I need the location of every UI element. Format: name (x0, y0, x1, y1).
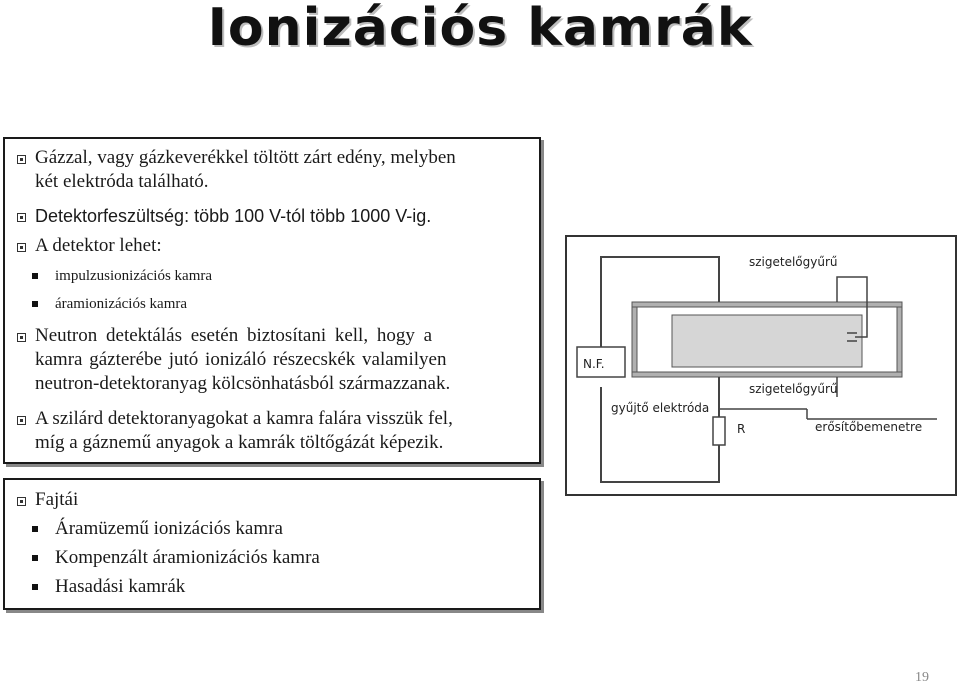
page-title: Ionizációs kamrák (207, 0, 753, 58)
bullet-icon (17, 213, 26, 222)
label-nf: N.F. (583, 357, 605, 371)
bullet-icon (17, 155, 26, 164)
chamber-schematic (567, 237, 955, 494)
sub-bullet-icon (32, 555, 38, 561)
chamber-diagram (565, 235, 957, 496)
bullet-icon (17, 243, 26, 252)
bullet-icon (17, 416, 26, 425)
item-neutron-line1: Neutron detektálás esetén biztosítani kell, hogy a (35, 325, 433, 346)
label-resistor: R (737, 422, 746, 436)
sub-bullet-icon (32, 301, 38, 307)
item-detector-types: A detektor lehet: (35, 235, 162, 256)
sub-bullet-icon (32, 526, 38, 532)
type-fission: Hasadási kamrák (55, 576, 186, 597)
item-neutron-line3: neutron-detektoranyag kölcsönhatásból származzanak. (35, 373, 451, 394)
item-gas-line1: Gázzal, vagy gázkeverékkel töltött zárt edény, melyben (35, 147, 456, 168)
sub-bullet-icon (32, 584, 38, 590)
item-neutron-line2: kamra gázterébe jutó ionizáló részecskék valamilyen (35, 349, 447, 370)
item-solid-line2: míg a gáznemű anyagok a kamrák töltőgázát képezik. (35, 432, 444, 453)
item-gas-line2: két elektróda található. (35, 171, 209, 192)
label-insulating-ring-top: szigetelőgyűrű (749, 255, 838, 269)
type-compensated: Kompenzált áramionizációs kamra (55, 547, 320, 568)
bullet-icon (17, 333, 26, 342)
type-current-mode: Áramüzemű ionizációs kamra (55, 518, 283, 539)
sub-item-current: áramionizációs kamra (55, 296, 188, 312)
sub-item-impulse: impulzusionizációs kamra (55, 268, 213, 284)
label-amplifier-input: erősítőbemenetre (815, 420, 923, 434)
sub-bullet-icon (32, 273, 38, 279)
label-collector-electrode: gyűjtő elektróda (611, 401, 710, 415)
types-heading: Fajtái (35, 489, 79, 510)
bullet-icon (17, 497, 26, 506)
page-number: 19 (915, 670, 929, 685)
content-box-types (3, 478, 541, 610)
label-insulating-ring-bottom: szigetelőgyűrű (749, 382, 838, 396)
content-box-main (3, 137, 541, 464)
item-solid-line1: A szilárd detektoranyagokat a kamra falára visszük fel, (35, 408, 453, 429)
item-voltage: Detektorfeszültség: több 100 V-tól több 1000 V-ig. (35, 206, 432, 226)
